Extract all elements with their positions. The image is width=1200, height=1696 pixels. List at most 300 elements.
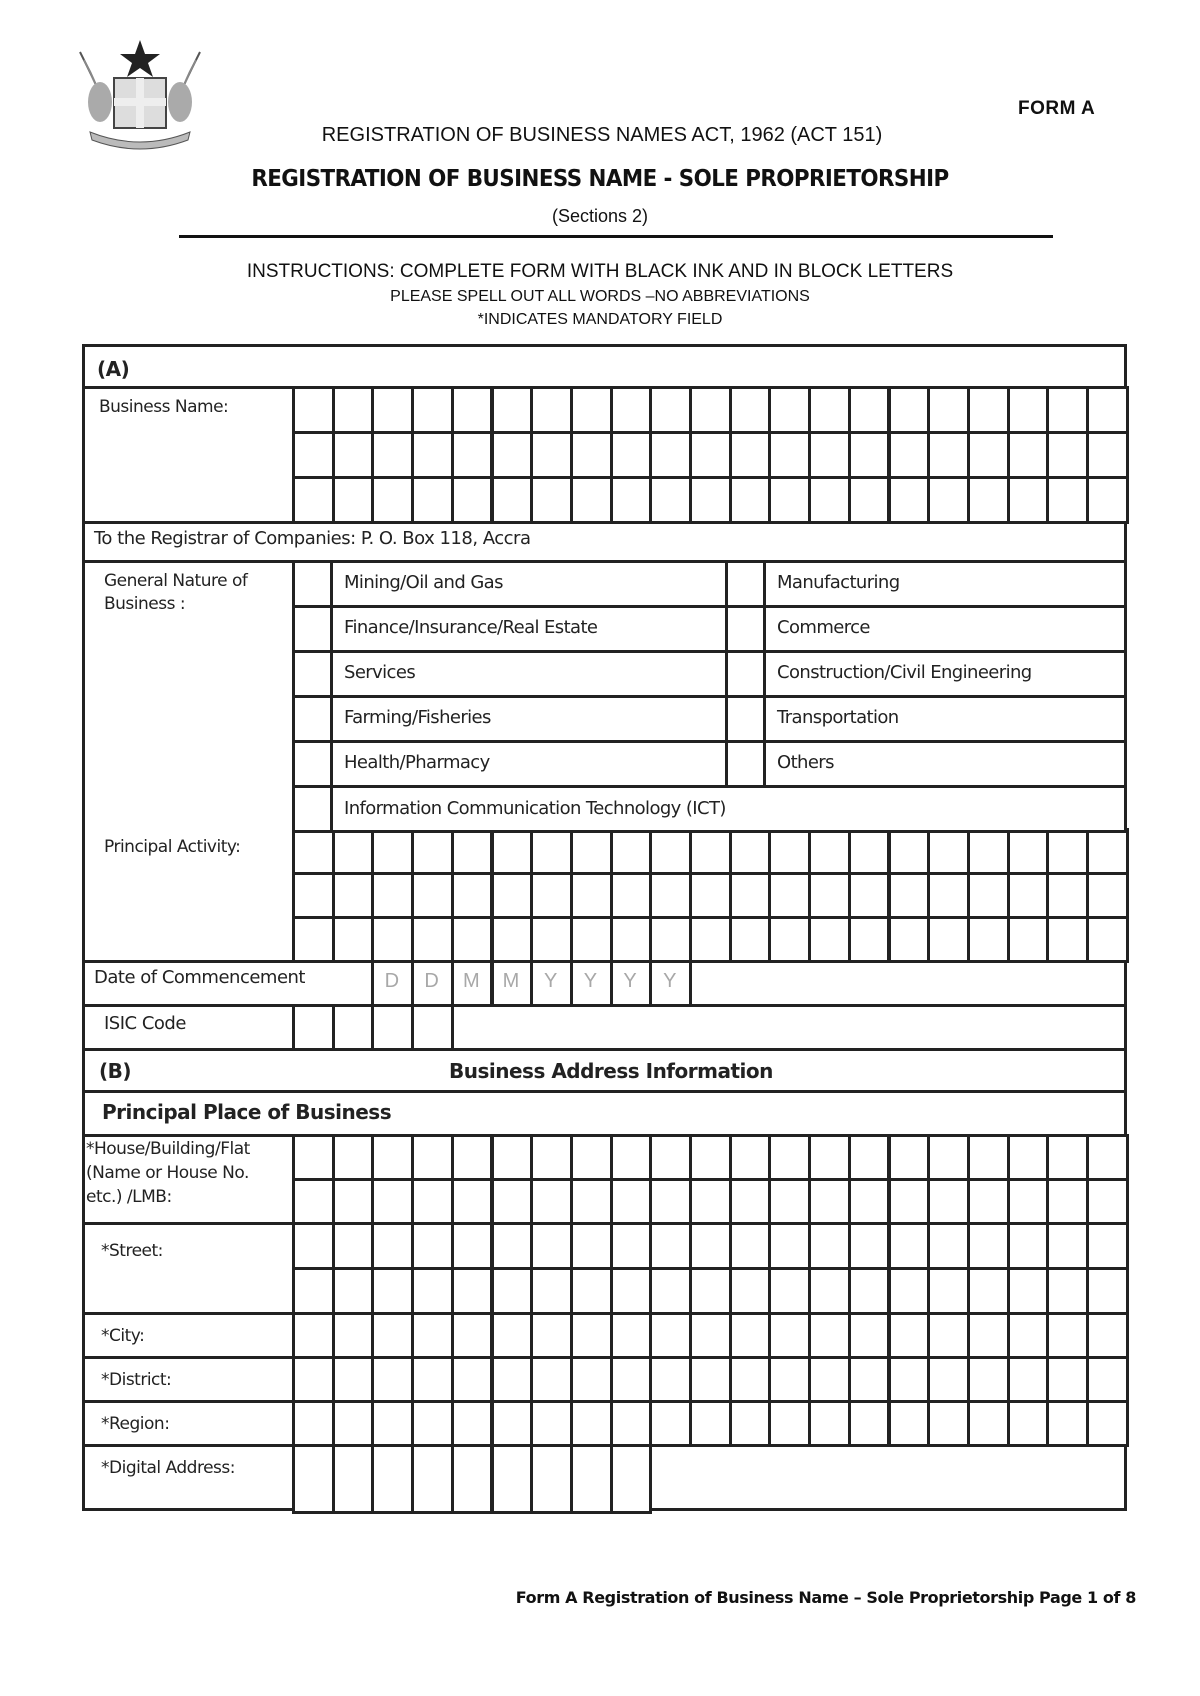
character-box[interactable] bbox=[729, 1222, 772, 1270]
character-box[interactable] bbox=[808, 1267, 851, 1315]
character-box[interactable] bbox=[1007, 1356, 1050, 1403]
character-box[interactable] bbox=[570, 1444, 613, 1514]
character-box[interactable] bbox=[451, 1178, 494, 1225]
character-box[interactable] bbox=[1007, 1178, 1050, 1225]
character-box[interactable] bbox=[1046, 431, 1089, 479]
character-box[interactable] bbox=[967, 916, 1010, 963]
character-box[interactable] bbox=[808, 1222, 851, 1270]
character-box[interactable] bbox=[888, 1267, 931, 1315]
character-box[interactable] bbox=[808, 1178, 851, 1225]
character-box[interactable] bbox=[332, 476, 375, 524]
character-box[interactable] bbox=[768, 476, 811, 524]
character-box[interactable] bbox=[1046, 1400, 1089, 1447]
checkbox[interactable] bbox=[292, 560, 333, 608]
character-box[interactable] bbox=[768, 1267, 811, 1315]
character-box[interactable] bbox=[768, 1356, 811, 1403]
character-box[interactable] bbox=[451, 1222, 494, 1270]
character-box[interactable] bbox=[1046, 1178, 1089, 1225]
character-box[interactable] bbox=[848, 476, 891, 524]
character-box[interactable] bbox=[888, 386, 931, 434]
character-box[interactable] bbox=[451, 828, 494, 875]
character-box[interactable] bbox=[848, 1178, 891, 1225]
character-box[interactable] bbox=[649, 1267, 692, 1315]
character-box[interactable] bbox=[649, 916, 692, 963]
character-box[interactable] bbox=[927, 386, 970, 434]
character-box[interactable] bbox=[570, 872, 613, 919]
character-box[interactable] bbox=[411, 1356, 454, 1403]
character-box[interactable] bbox=[1007, 1222, 1050, 1270]
character-box[interactable] bbox=[371, 386, 414, 434]
character-box[interactable] bbox=[808, 916, 851, 963]
character-box[interactable] bbox=[927, 1312, 970, 1359]
character-box[interactable] bbox=[570, 916, 613, 963]
character-box[interactable] bbox=[689, 1312, 732, 1359]
character-box[interactable] bbox=[768, 1400, 811, 1447]
character-box[interactable] bbox=[530, 1444, 573, 1514]
character-box[interactable] bbox=[491, 1400, 534, 1447]
character-box[interactable] bbox=[1086, 872, 1129, 919]
character-box[interactable] bbox=[411, 828, 454, 875]
character-box[interactable] bbox=[371, 431, 414, 479]
character-box[interactable] bbox=[570, 431, 613, 479]
character-box[interactable] bbox=[491, 916, 534, 963]
character-box[interactable] bbox=[292, 1134, 335, 1181]
character-box[interactable] bbox=[689, 476, 732, 524]
isic-digit-box[interactable] bbox=[292, 1004, 335, 1051]
character-box[interactable] bbox=[1086, 1312, 1129, 1359]
character-box[interactable] bbox=[927, 1222, 970, 1270]
character-box[interactable] bbox=[848, 1222, 891, 1270]
character-box[interactable] bbox=[1086, 916, 1129, 963]
character-box[interactable] bbox=[570, 1134, 613, 1181]
character-box[interactable] bbox=[491, 1267, 534, 1315]
character-box[interactable] bbox=[371, 872, 414, 919]
character-box[interactable] bbox=[689, 386, 732, 434]
character-box[interactable] bbox=[1046, 916, 1089, 963]
character-box[interactable] bbox=[967, 1178, 1010, 1225]
character-box[interactable] bbox=[411, 1400, 454, 1447]
character-box[interactable] bbox=[768, 1222, 811, 1270]
character-box[interactable] bbox=[808, 1134, 851, 1181]
character-box[interactable] bbox=[371, 1312, 414, 1359]
character-box[interactable] bbox=[292, 1222, 335, 1270]
character-box[interactable] bbox=[411, 386, 454, 434]
character-box[interactable] bbox=[808, 1356, 851, 1403]
character-box[interactable] bbox=[689, 1400, 732, 1447]
character-box[interactable] bbox=[649, 1400, 692, 1447]
character-box[interactable] bbox=[371, 1267, 414, 1315]
character-box[interactable] bbox=[1046, 872, 1089, 919]
character-box[interactable] bbox=[729, 916, 772, 963]
character-box[interactable] bbox=[292, 828, 335, 875]
checkbox[interactable] bbox=[292, 650, 333, 698]
character-box[interactable] bbox=[610, 1400, 653, 1447]
character-box[interactable] bbox=[848, 1267, 891, 1315]
character-box[interactable] bbox=[967, 386, 1010, 434]
isic-digit-box[interactable] bbox=[332, 1004, 375, 1051]
character-box[interactable] bbox=[1046, 1267, 1089, 1315]
character-box[interactable] bbox=[411, 1267, 454, 1315]
character-box[interactable] bbox=[649, 1222, 692, 1270]
character-box[interactable] bbox=[848, 386, 891, 434]
character-box[interactable] bbox=[610, 828, 653, 875]
character-box[interactable] bbox=[888, 828, 931, 875]
character-box[interactable] bbox=[1086, 476, 1129, 524]
character-box[interactable] bbox=[451, 431, 494, 479]
checkbox[interactable] bbox=[292, 695, 333, 743]
character-box[interactable] bbox=[530, 1222, 573, 1270]
isic-digit-box[interactable] bbox=[371, 1004, 414, 1051]
checkbox[interactable] bbox=[292, 785, 333, 833]
character-box[interactable] bbox=[530, 1134, 573, 1181]
character-box[interactable] bbox=[927, 828, 970, 875]
character-box[interactable] bbox=[729, 1312, 772, 1359]
character-box[interactable] bbox=[332, 872, 375, 919]
character-box[interactable] bbox=[332, 1444, 375, 1514]
character-box[interactable] bbox=[649, 1312, 692, 1359]
character-box[interactable] bbox=[411, 1312, 454, 1359]
character-box[interactable] bbox=[371, 476, 414, 524]
character-box[interactable] bbox=[1086, 1134, 1129, 1181]
character-box[interactable] bbox=[610, 431, 653, 479]
character-box[interactable] bbox=[292, 1356, 335, 1403]
character-box[interactable] bbox=[332, 1134, 375, 1181]
checkbox[interactable] bbox=[725, 650, 766, 698]
character-box[interactable] bbox=[729, 1356, 772, 1403]
character-box[interactable] bbox=[808, 476, 851, 524]
character-box[interactable] bbox=[1046, 1312, 1089, 1359]
character-box[interactable] bbox=[808, 1312, 851, 1359]
character-box[interactable] bbox=[530, 1178, 573, 1225]
character-box[interactable] bbox=[332, 1267, 375, 1315]
character-box[interactable] bbox=[768, 872, 811, 919]
character-box[interactable] bbox=[451, 1267, 494, 1315]
character-box[interactable] bbox=[570, 1400, 613, 1447]
character-box[interactable] bbox=[848, 916, 891, 963]
character-box[interactable] bbox=[1007, 872, 1050, 919]
character-box[interactable] bbox=[491, 476, 534, 524]
character-box[interactable] bbox=[967, 431, 1010, 479]
character-box[interactable] bbox=[1007, 431, 1050, 479]
character-box[interactable] bbox=[530, 386, 573, 434]
character-box[interactable] bbox=[768, 828, 811, 875]
character-box[interactable] bbox=[371, 828, 414, 875]
character-box[interactable] bbox=[292, 872, 335, 919]
character-box[interactable] bbox=[649, 1178, 692, 1225]
character-box[interactable] bbox=[491, 1222, 534, 1270]
checkbox[interactable] bbox=[725, 560, 766, 608]
character-box[interactable] bbox=[1007, 476, 1050, 524]
character-box[interactable] bbox=[1007, 1400, 1050, 1447]
character-box[interactable] bbox=[888, 1356, 931, 1403]
character-box[interactable] bbox=[888, 476, 931, 524]
character-box[interactable] bbox=[888, 1400, 931, 1447]
character-box[interactable] bbox=[1007, 1267, 1050, 1315]
character-box[interactable] bbox=[570, 1178, 613, 1225]
character-box[interactable] bbox=[491, 1178, 534, 1225]
character-box[interactable] bbox=[610, 916, 653, 963]
section-b-label: (B) bbox=[99, 1059, 132, 1083]
character-box[interactable] bbox=[649, 872, 692, 919]
character-box[interactable] bbox=[927, 431, 970, 479]
character-box[interactable] bbox=[729, 386, 772, 434]
character-box[interactable] bbox=[848, 1356, 891, 1403]
character-box[interactable] bbox=[1007, 828, 1050, 875]
character-box[interactable] bbox=[689, 1356, 732, 1403]
character-box[interactable] bbox=[1086, 1267, 1129, 1315]
character-box[interactable] bbox=[371, 1178, 414, 1225]
character-box[interactable] bbox=[292, 386, 335, 434]
character-box[interactable] bbox=[927, 1267, 970, 1315]
character-box[interactable] bbox=[411, 476, 454, 524]
character-box[interactable] bbox=[649, 476, 692, 524]
character-box[interactable] bbox=[332, 1356, 375, 1403]
character-box[interactable] bbox=[689, 1134, 732, 1181]
character-box[interactable] bbox=[332, 1222, 375, 1270]
character-box[interactable] bbox=[1007, 1312, 1050, 1359]
character-box[interactable] bbox=[689, 828, 732, 875]
character-box[interactable] bbox=[610, 1312, 653, 1359]
character-box[interactable] bbox=[888, 916, 931, 963]
character-box[interactable] bbox=[292, 1312, 335, 1359]
character-box[interactable] bbox=[927, 1400, 970, 1447]
character-box[interactable] bbox=[292, 1178, 335, 1225]
character-box[interactable] bbox=[888, 431, 931, 479]
character-box[interactable] bbox=[808, 872, 851, 919]
character-box[interactable] bbox=[689, 1222, 732, 1270]
character-box[interactable] bbox=[570, 476, 613, 524]
character-box[interactable] bbox=[808, 386, 851, 434]
character-box[interactable] bbox=[927, 1356, 970, 1403]
character-box[interactable] bbox=[491, 1444, 534, 1514]
character-box[interactable] bbox=[371, 1134, 414, 1181]
character-box[interactable] bbox=[332, 1178, 375, 1225]
character-box[interactable] bbox=[570, 828, 613, 875]
character-box[interactable] bbox=[1086, 431, 1129, 479]
character-box[interactable] bbox=[848, 431, 891, 479]
character-box[interactable] bbox=[888, 1178, 931, 1225]
character-box[interactable] bbox=[530, 1267, 573, 1315]
character-box[interactable] bbox=[530, 872, 573, 919]
character-box[interactable] bbox=[371, 916, 414, 963]
character-box[interactable] bbox=[1007, 386, 1050, 434]
character-box[interactable] bbox=[848, 1400, 891, 1447]
character-box[interactable] bbox=[451, 1444, 494, 1514]
character-box[interactable] bbox=[570, 1267, 613, 1315]
character-box[interactable] bbox=[649, 828, 692, 875]
character-box[interactable] bbox=[491, 872, 534, 919]
character-box[interactable] bbox=[967, 476, 1010, 524]
character-box[interactable] bbox=[649, 1356, 692, 1403]
character-box[interactable] bbox=[371, 1444, 414, 1514]
character-box[interactable] bbox=[530, 1400, 573, 1447]
character-box[interactable] bbox=[530, 476, 573, 524]
character-box[interactable] bbox=[927, 916, 970, 963]
character-box[interactable] bbox=[451, 1356, 494, 1403]
character-box[interactable] bbox=[332, 1312, 375, 1359]
character-box[interactable] bbox=[570, 1222, 613, 1270]
character-box[interactable] bbox=[649, 1134, 692, 1181]
character-box[interactable] bbox=[570, 386, 613, 434]
character-box[interactable] bbox=[530, 1312, 573, 1359]
character-box[interactable] bbox=[1086, 1400, 1129, 1447]
character-box[interactable] bbox=[729, 1134, 772, 1181]
character-box[interactable] bbox=[1086, 1178, 1129, 1225]
character-box[interactable] bbox=[451, 872, 494, 919]
character-box[interactable] bbox=[292, 916, 335, 963]
character-box[interactable] bbox=[967, 828, 1010, 875]
character-box[interactable] bbox=[610, 1444, 653, 1514]
character-box[interactable] bbox=[610, 476, 653, 524]
character-box[interactable] bbox=[967, 1267, 1010, 1315]
character-box[interactable] bbox=[927, 1178, 970, 1225]
character-box[interactable] bbox=[768, 916, 811, 963]
character-box[interactable] bbox=[610, 1178, 653, 1225]
character-box[interactable] bbox=[1086, 1222, 1129, 1270]
character-box[interactable] bbox=[530, 828, 573, 875]
isic-digit-box[interactable] bbox=[411, 1004, 454, 1051]
character-box[interactable] bbox=[491, 828, 534, 875]
character-box[interactable] bbox=[411, 431, 454, 479]
character-box[interactable] bbox=[610, 1356, 653, 1403]
character-box[interactable] bbox=[451, 916, 494, 963]
character-box[interactable] bbox=[729, 431, 772, 479]
character-box[interactable] bbox=[1086, 828, 1129, 875]
character-box[interactable] bbox=[332, 1400, 375, 1447]
character-box[interactable] bbox=[808, 1400, 851, 1447]
character-box[interactable] bbox=[371, 1222, 414, 1270]
character-box[interactable] bbox=[451, 1134, 494, 1181]
character-box[interactable] bbox=[1086, 1356, 1129, 1403]
character-box[interactable] bbox=[332, 828, 375, 875]
character-box[interactable] bbox=[729, 1400, 772, 1447]
character-box[interactable] bbox=[451, 386, 494, 434]
character-box[interactable] bbox=[967, 872, 1010, 919]
character-box[interactable] bbox=[332, 431, 375, 479]
character-box[interactable] bbox=[610, 1267, 653, 1315]
character-box[interactable] bbox=[927, 1134, 970, 1181]
character-box[interactable] bbox=[292, 1267, 335, 1315]
character-box[interactable] bbox=[1086, 386, 1129, 434]
checkbox[interactable] bbox=[725, 695, 766, 743]
character-box[interactable] bbox=[808, 431, 851, 479]
character-box[interactable] bbox=[1046, 386, 1089, 434]
character-box[interactable] bbox=[530, 431, 573, 479]
character-box[interactable] bbox=[649, 386, 692, 434]
character-box[interactable] bbox=[491, 1312, 534, 1359]
character-box[interactable] bbox=[1046, 476, 1089, 524]
character-box[interactable] bbox=[967, 1312, 1010, 1359]
character-box[interactable] bbox=[530, 1356, 573, 1403]
character-box[interactable] bbox=[292, 431, 335, 479]
character-box[interactable] bbox=[729, 828, 772, 875]
character-box[interactable] bbox=[610, 1222, 653, 1270]
character-box[interactable] bbox=[967, 1356, 1010, 1403]
character-box[interactable] bbox=[888, 1134, 931, 1181]
character-box[interactable] bbox=[927, 872, 970, 919]
character-box[interactable] bbox=[848, 1312, 891, 1359]
checkbox[interactable] bbox=[292, 740, 333, 788]
character-box[interactable] bbox=[491, 386, 534, 434]
character-box[interactable] bbox=[292, 1444, 335, 1514]
character-box[interactable] bbox=[1046, 828, 1089, 875]
character-box[interactable] bbox=[610, 386, 653, 434]
character-box[interactable] bbox=[451, 476, 494, 524]
character-box[interactable] bbox=[848, 1134, 891, 1181]
character-box[interactable] bbox=[570, 1356, 613, 1403]
character-box[interactable] bbox=[768, 1178, 811, 1225]
character-box[interactable] bbox=[1046, 1356, 1089, 1403]
character-box[interactable] bbox=[292, 1400, 335, 1447]
character-box[interactable] bbox=[411, 1222, 454, 1270]
character-box[interactable] bbox=[729, 476, 772, 524]
divider bbox=[82, 1090, 1127, 1093]
character-box[interactable] bbox=[491, 1134, 534, 1181]
character-box[interactable] bbox=[411, 916, 454, 963]
character-box[interactable] bbox=[768, 1134, 811, 1181]
character-box[interactable] bbox=[411, 1178, 454, 1225]
character-box[interactable] bbox=[729, 1178, 772, 1225]
character-box[interactable] bbox=[570, 1312, 613, 1359]
character-box[interactable] bbox=[768, 431, 811, 479]
character-box[interactable] bbox=[451, 1400, 494, 1447]
character-box[interactable] bbox=[610, 1134, 653, 1181]
character-box[interactable] bbox=[768, 386, 811, 434]
character-box[interactable] bbox=[649, 431, 692, 479]
checkbox[interactable] bbox=[292, 605, 333, 653]
character-box[interactable] bbox=[967, 1134, 1010, 1181]
character-box[interactable] bbox=[1007, 1134, 1050, 1181]
character-box[interactable] bbox=[332, 916, 375, 963]
character-box[interactable] bbox=[371, 1356, 414, 1403]
character-box[interactable] bbox=[689, 916, 732, 963]
checkbox[interactable] bbox=[725, 605, 766, 653]
checkbox[interactable] bbox=[725, 740, 766, 788]
character-box[interactable] bbox=[689, 1178, 732, 1225]
character-box[interactable] bbox=[292, 476, 335, 524]
character-box[interactable] bbox=[610, 872, 653, 919]
character-box[interactable] bbox=[1046, 1134, 1089, 1181]
character-box[interactable] bbox=[848, 872, 891, 919]
character-box[interactable] bbox=[1046, 1222, 1089, 1270]
character-box[interactable] bbox=[689, 1267, 732, 1315]
character-box[interactable] bbox=[888, 1222, 931, 1270]
character-box[interactable] bbox=[808, 828, 851, 875]
date-placeholder: Y bbox=[544, 970, 558, 992]
character-box[interactable] bbox=[411, 1134, 454, 1181]
character-box[interactable] bbox=[411, 872, 454, 919]
character-box[interactable] bbox=[530, 916, 573, 963]
character-box[interactable] bbox=[411, 1444, 454, 1514]
character-box[interactable] bbox=[729, 1267, 772, 1315]
character-box[interactable] bbox=[491, 1356, 534, 1403]
character-box[interactable] bbox=[491, 431, 534, 479]
character-box[interactable] bbox=[967, 1222, 1010, 1270]
character-box[interactable] bbox=[967, 1400, 1010, 1447]
character-box[interactable] bbox=[689, 872, 732, 919]
character-box[interactable] bbox=[768, 1312, 811, 1359]
character-box[interactable] bbox=[1007, 916, 1050, 963]
character-box[interactable] bbox=[451, 1312, 494, 1359]
character-box[interactable] bbox=[689, 431, 732, 479]
character-box[interactable] bbox=[888, 1312, 931, 1359]
character-box[interactable] bbox=[332, 386, 375, 434]
character-box[interactable] bbox=[927, 476, 970, 524]
character-box[interactable] bbox=[371, 1400, 414, 1447]
character-box[interactable] bbox=[729, 872, 772, 919]
character-box[interactable] bbox=[888, 872, 931, 919]
character-box[interactable] bbox=[848, 828, 891, 875]
